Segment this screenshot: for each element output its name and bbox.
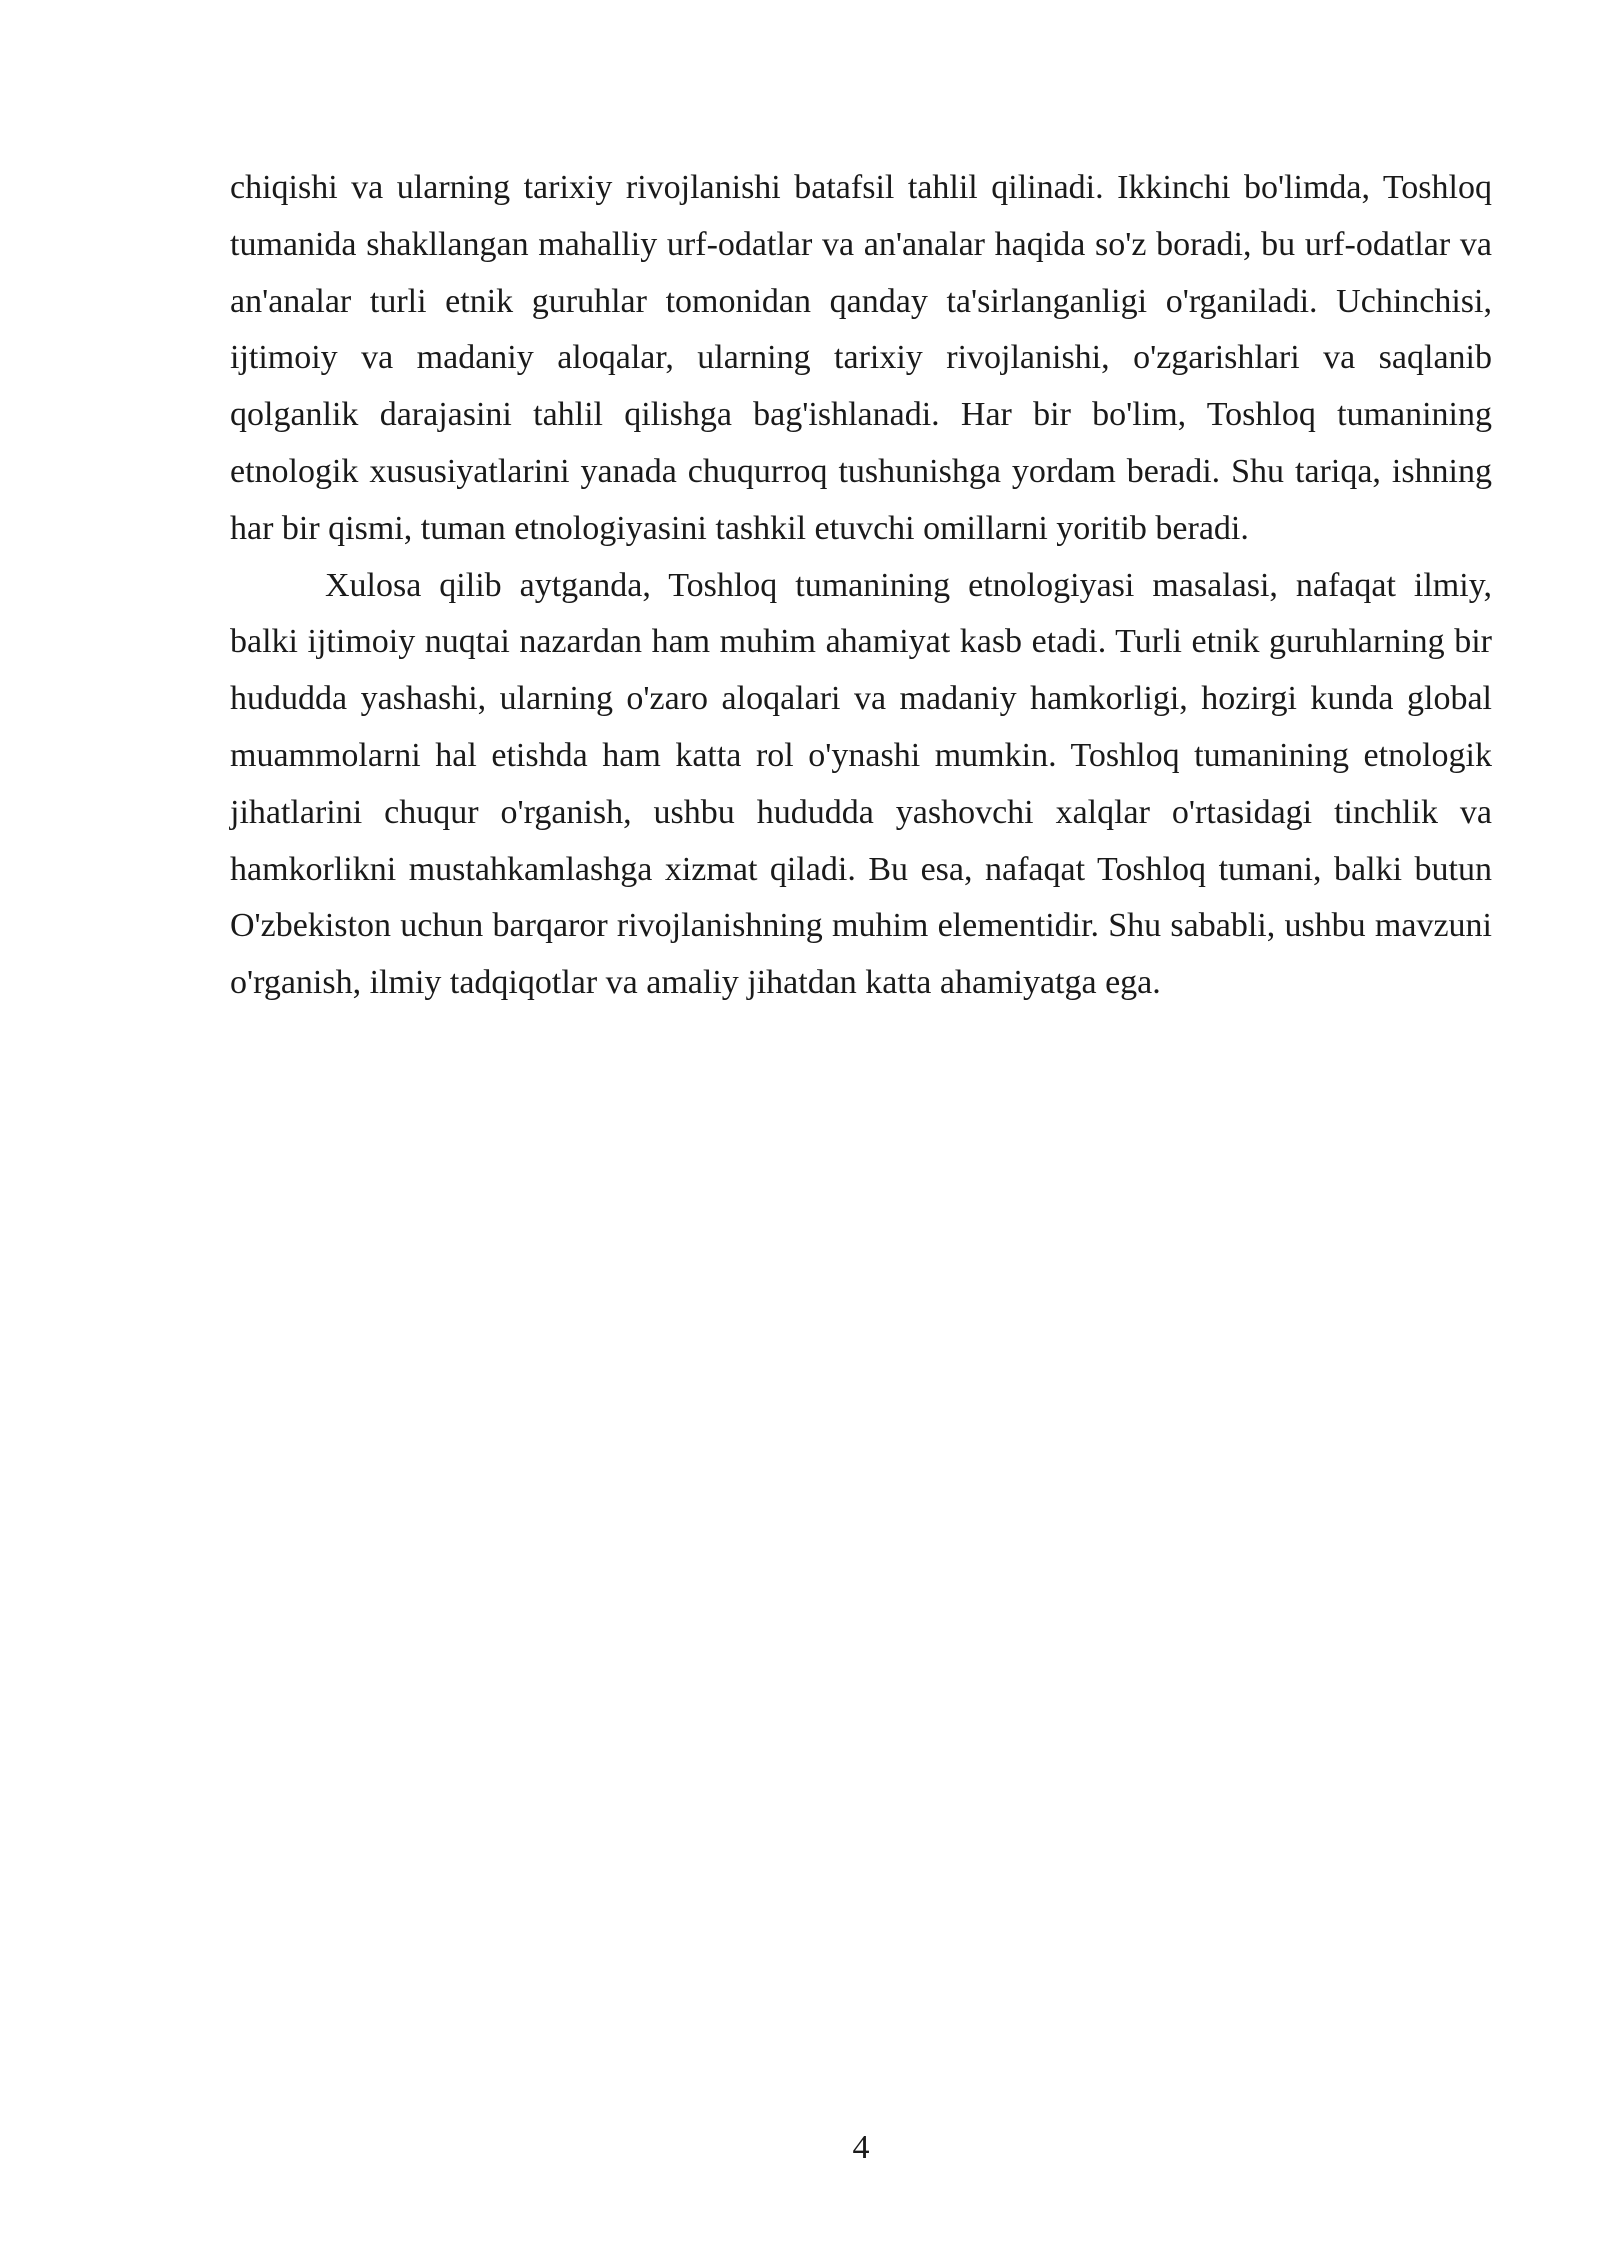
paragraph-conclusion: Xulosa qilib aytganda, Toshloq tumanining etnologiyasi masalasi, nafaqat ilmiy, balki ijtimoiy nuqtai nazardan ham muhim ahamiyat kasb etadi. Turli etnik guruhlarning bir hududda yashashi, ularning o'zaro aloqalari va madaniy hamkorligi, hozirgi kunda global muammolarni hal etishda ham katta rol o'ynashi mumkin. Toshloq tumanining etnologik jihatlarini chuqur o'rganish, ushbu hududda yashovchi xalqlar o'rtasidagi tinchlik va hamkorlikni mustahkamlashga xizmat qiladi. Bu esa, nafaqat Toshloq tumani, balki butun O'zbekiston uchun barqaror rivojlanishning muhim elementidir. Shu sababli, ushbu mavzuni o'rganish, ilmiy tadqiqotlar va amaliy jihatdan katta ahamiyatga ega. [230, 566, 1492, 1002]
body-text [230, 160, 1492, 1012]
paragraph-continued: chiqishi va ularning tarixiy rivojlanishi batafsil tahlil qilinadi. Ikkinchi bo'limda, Toshloq tumanida shakllangan mahalliy urf-odatlar va an'analar haqida so'z boradi, bu urf-odatlar va an'analar turli etnik guruhlar tomonidan qanday ta'sirlanganligi o'rganiladi. Uchinchisi, ijtimoiy va madaniy aloqalar, ularning tarixiy rivojlanishi, o'zgarishlari va saqlanib qolganlik darajasini tahlil qilishga bag'ishlanadi. Har bir bo'lim, Toshloq tumanining etnologik xususiyatlarini yanada chuqurroq tushunishga yordam beradi. Shu tariqa, ishning har bir qismi, tuman etnologiyasini tashkil etuvchi omillarni yoritib beradi. [230, 169, 1492, 547]
page-number: 4 [852, 2129, 870, 2166]
